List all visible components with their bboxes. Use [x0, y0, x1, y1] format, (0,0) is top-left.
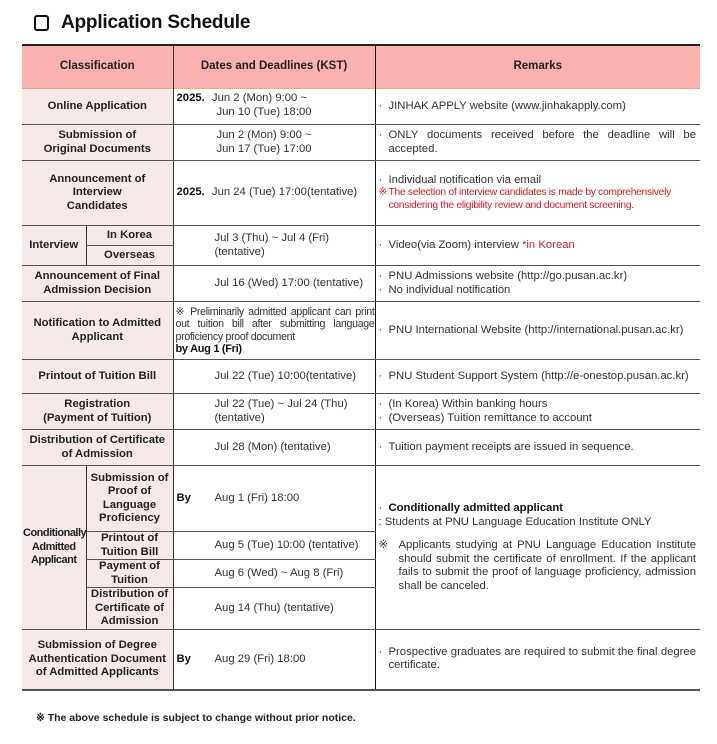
remark-text: JINHAK APPLY website (www.jinhakapply.com) — [388, 99, 626, 112]
date-cell — [173, 630, 375, 690]
date-line: Aug 1 (Fri) 18:00 — [214, 491, 300, 504]
header-dates: Dates and Deadlines (KST) — [173, 45, 375, 89]
date-line: Jun 2 (Mon) 9:00 ~ — [211, 92, 308, 104]
remark-cell: · PNU International Website (http://international.pusan.ac.kr) — [375, 302, 700, 360]
remark-text: PNU Student Support System (http://e-onestop.pusan.ac.kr) — [388, 369, 689, 382]
table-header-row — [22, 45, 700, 89]
remark-cell: · Prospective graduates are required to submit the final degree certificate. — [375, 630, 700, 690]
date-cell: Aug 6 (Wed) ~ Aug 8 (Fri) — [173, 560, 375, 588]
page-title — [34, 12, 250, 34]
remark-text: No individual notification — [388, 283, 511, 296]
date-deadline: by Aug 1 (Fri) — [175, 343, 242, 355]
table-row — [22, 266, 700, 302]
application-schedule-table — [22, 44, 700, 691]
date-line: Jun 2 (Mon) 9:00 ~ — [216, 129, 312, 141]
sub-label: Overseas — [86, 246, 173, 266]
row-label: Notification to Admitted Applicant — [22, 302, 173, 360]
date-note: ※ Preliminarily admitted applicant can print out tuition bill after submitting language proficiency proof document — [175, 305, 375, 343]
remark-cell: · Conditionally admitted applicant : Students at PNU Language Education Institute ONLY ※ Applicants studying at PNU Language Education Institute should submit the certificate of enrollment. If the applicant fails to submit the proof of language proficiency, admission shall be canceled. — [375, 466, 700, 630]
header-remarks: Remarks — [375, 45, 700, 89]
table-row — [22, 360, 700, 394]
footnote: ※ The above schedule is subject to change without prior notice. — [36, 712, 356, 724]
remark-text: PNU Admissions website (http://go.pusan.ac.kr) — [388, 270, 628, 282]
remark-cell: · ONLY documents received before the deadline will be accepted. — [375, 125, 700, 161]
row-label: Submission of Degree Authentication Document of Admitted Applicants — [22, 630, 173, 690]
row-label: Submission of Original Documents — [22, 125, 173, 161]
table-row — [22, 125, 700, 161]
remark-warning: The selection of interview candidates is made by comprehensively considering the eligibility review and document screening. — [388, 187, 671, 211]
date-line: Aug 29 (Fri) 18:00 — [214, 652, 306, 665]
date-prefix: By — [176, 491, 191, 504]
remark-cell: · Tuition payment receipts are issued in sequence. — [375, 430, 700, 466]
sub-label: Distribution of Certificate of Admission — [86, 588, 173, 630]
sub-label: Submission of Proof of Language Proficiency — [86, 466, 173, 532]
date-prefix: By — [176, 652, 191, 665]
remark-text: Individual notification via email — [388, 173, 542, 186]
row-label: Distribution of Certificate of Admission — [22, 430, 173, 466]
sub-label: Printout of Tuition Bill — [86, 532, 173, 560]
header-classification: Classification — [22, 45, 173, 89]
sub-label: In Korea — [86, 226, 173, 246]
date-cell — [173, 466, 375, 532]
date-cell: Jul 16 (Wed) 17:00 (tentative) — [173, 266, 375, 302]
remark-highlight: *in Korean — [522, 238, 575, 251]
remark-text: (In Korea) Within banking hours — [388, 398, 548, 410]
year-label: 2025. — [176, 186, 205, 199]
remark-cell: · JINHAK APPLY website (www.jinhakapply.com) — [375, 89, 700, 125]
remark-heading: Conditionally admitted applicant — [388, 502, 563, 514]
remark-text: Tuition payment receipts are issued in sequence. — [388, 440, 634, 453]
date-cell: Jul 22 (Tue) 10:00(tentative) — [173, 360, 375, 394]
remark-cell: · Video(via Zoom) interview *in Korean — [375, 226, 700, 266]
date-line: Jun 17 (Tue) 17:00 — [216, 142, 312, 155]
date-cell: Jul 28 (Mon) (tentative) — [173, 430, 375, 466]
table-row — [22, 466, 700, 532]
table-row — [22, 89, 700, 125]
date-cell — [173, 161, 375, 226]
row-label: Interview — [22, 226, 86, 266]
row-label: Online Application — [22, 89, 173, 125]
row-label: Printout of Tuition Bill — [22, 360, 173, 394]
table-row — [22, 394, 700, 430]
date-cell: Jul 3 (Thu) ~ Jul 4 (Fri) (tentative) — [173, 226, 375, 266]
remark-text: (Overseas) Tuition remittance to account — [388, 411, 592, 424]
table-row — [22, 302, 700, 360]
table-row — [22, 226, 700, 246]
page-title-text: Application Schedule — [61, 12, 251, 33]
year-label: 2025. — [176, 92, 205, 104]
remark-cell: · PNU Student Support System (http://e-onestop.pusan.ac.kr) — [375, 360, 700, 394]
date-cell: Jul 22 (Tue) ~ Jul 24 (Thu) (tentative) — [173, 394, 375, 430]
row-label: Conditionally Admitted Applicant — [22, 466, 86, 630]
date-cell — [173, 302, 375, 360]
row-label: Announcement of Interview Candidates — [22, 161, 173, 226]
remark-note: Applicants studying at PNU Language Education Institute should submit the certificate of enrollment. If the applicant fails to submit the proof of language proficiency, admission shall be canceled. — [398, 539, 696, 592]
remark-cell: · PNU Admissions website (http://go.pusan.ac.kr) · No individual notification — [375, 266, 700, 302]
date-cell — [173, 89, 375, 125]
remark-cell: · (In Korea) Within banking hours · (Overseas) Tuition remittance to account — [375, 394, 700, 430]
date-cell: Aug 14 (Thu) (tentative) — [173, 588, 375, 630]
remark-text: : Students at PNU Language Education Institute ONLY — [378, 515, 652, 528]
remark-text: ONLY documents received before the deadline will be accepted. — [388, 129, 696, 155]
remark-text: PNU International Website (http://international.pusan.ac.kr) — [388, 323, 684, 336]
table-row — [22, 630, 700, 690]
remark-text: Prospective graduates are required to submit the final degree certificate. — [388, 645, 696, 672]
remark-text: Video(via Zoom) interview — [388, 238, 519, 251]
row-label: Registration (Payment of Tuition) — [22, 394, 173, 430]
date-cell — [173, 125, 375, 161]
table-row — [22, 430, 700, 466]
date-cell: Aug 5 (Tue) 10:00 (tentative) — [173, 532, 375, 560]
table-row — [22, 161, 700, 226]
remark-cell: · Individual notification via email ※ The selection of interview candidates is made by comprehensively considering the eligibility review and document screening. — [375, 161, 700, 226]
row-label: Announcement of Final Admission Decision — [22, 266, 173, 302]
date-line: Jun 10 (Tue) 18:00 — [216, 105, 312, 118]
sub-label: Payment of Tuition — [86, 560, 173, 588]
square-bullet-icon — [34, 15, 49, 31]
date-line: Jun 24 (Tue) 17:00(tentative) — [211, 186, 358, 199]
